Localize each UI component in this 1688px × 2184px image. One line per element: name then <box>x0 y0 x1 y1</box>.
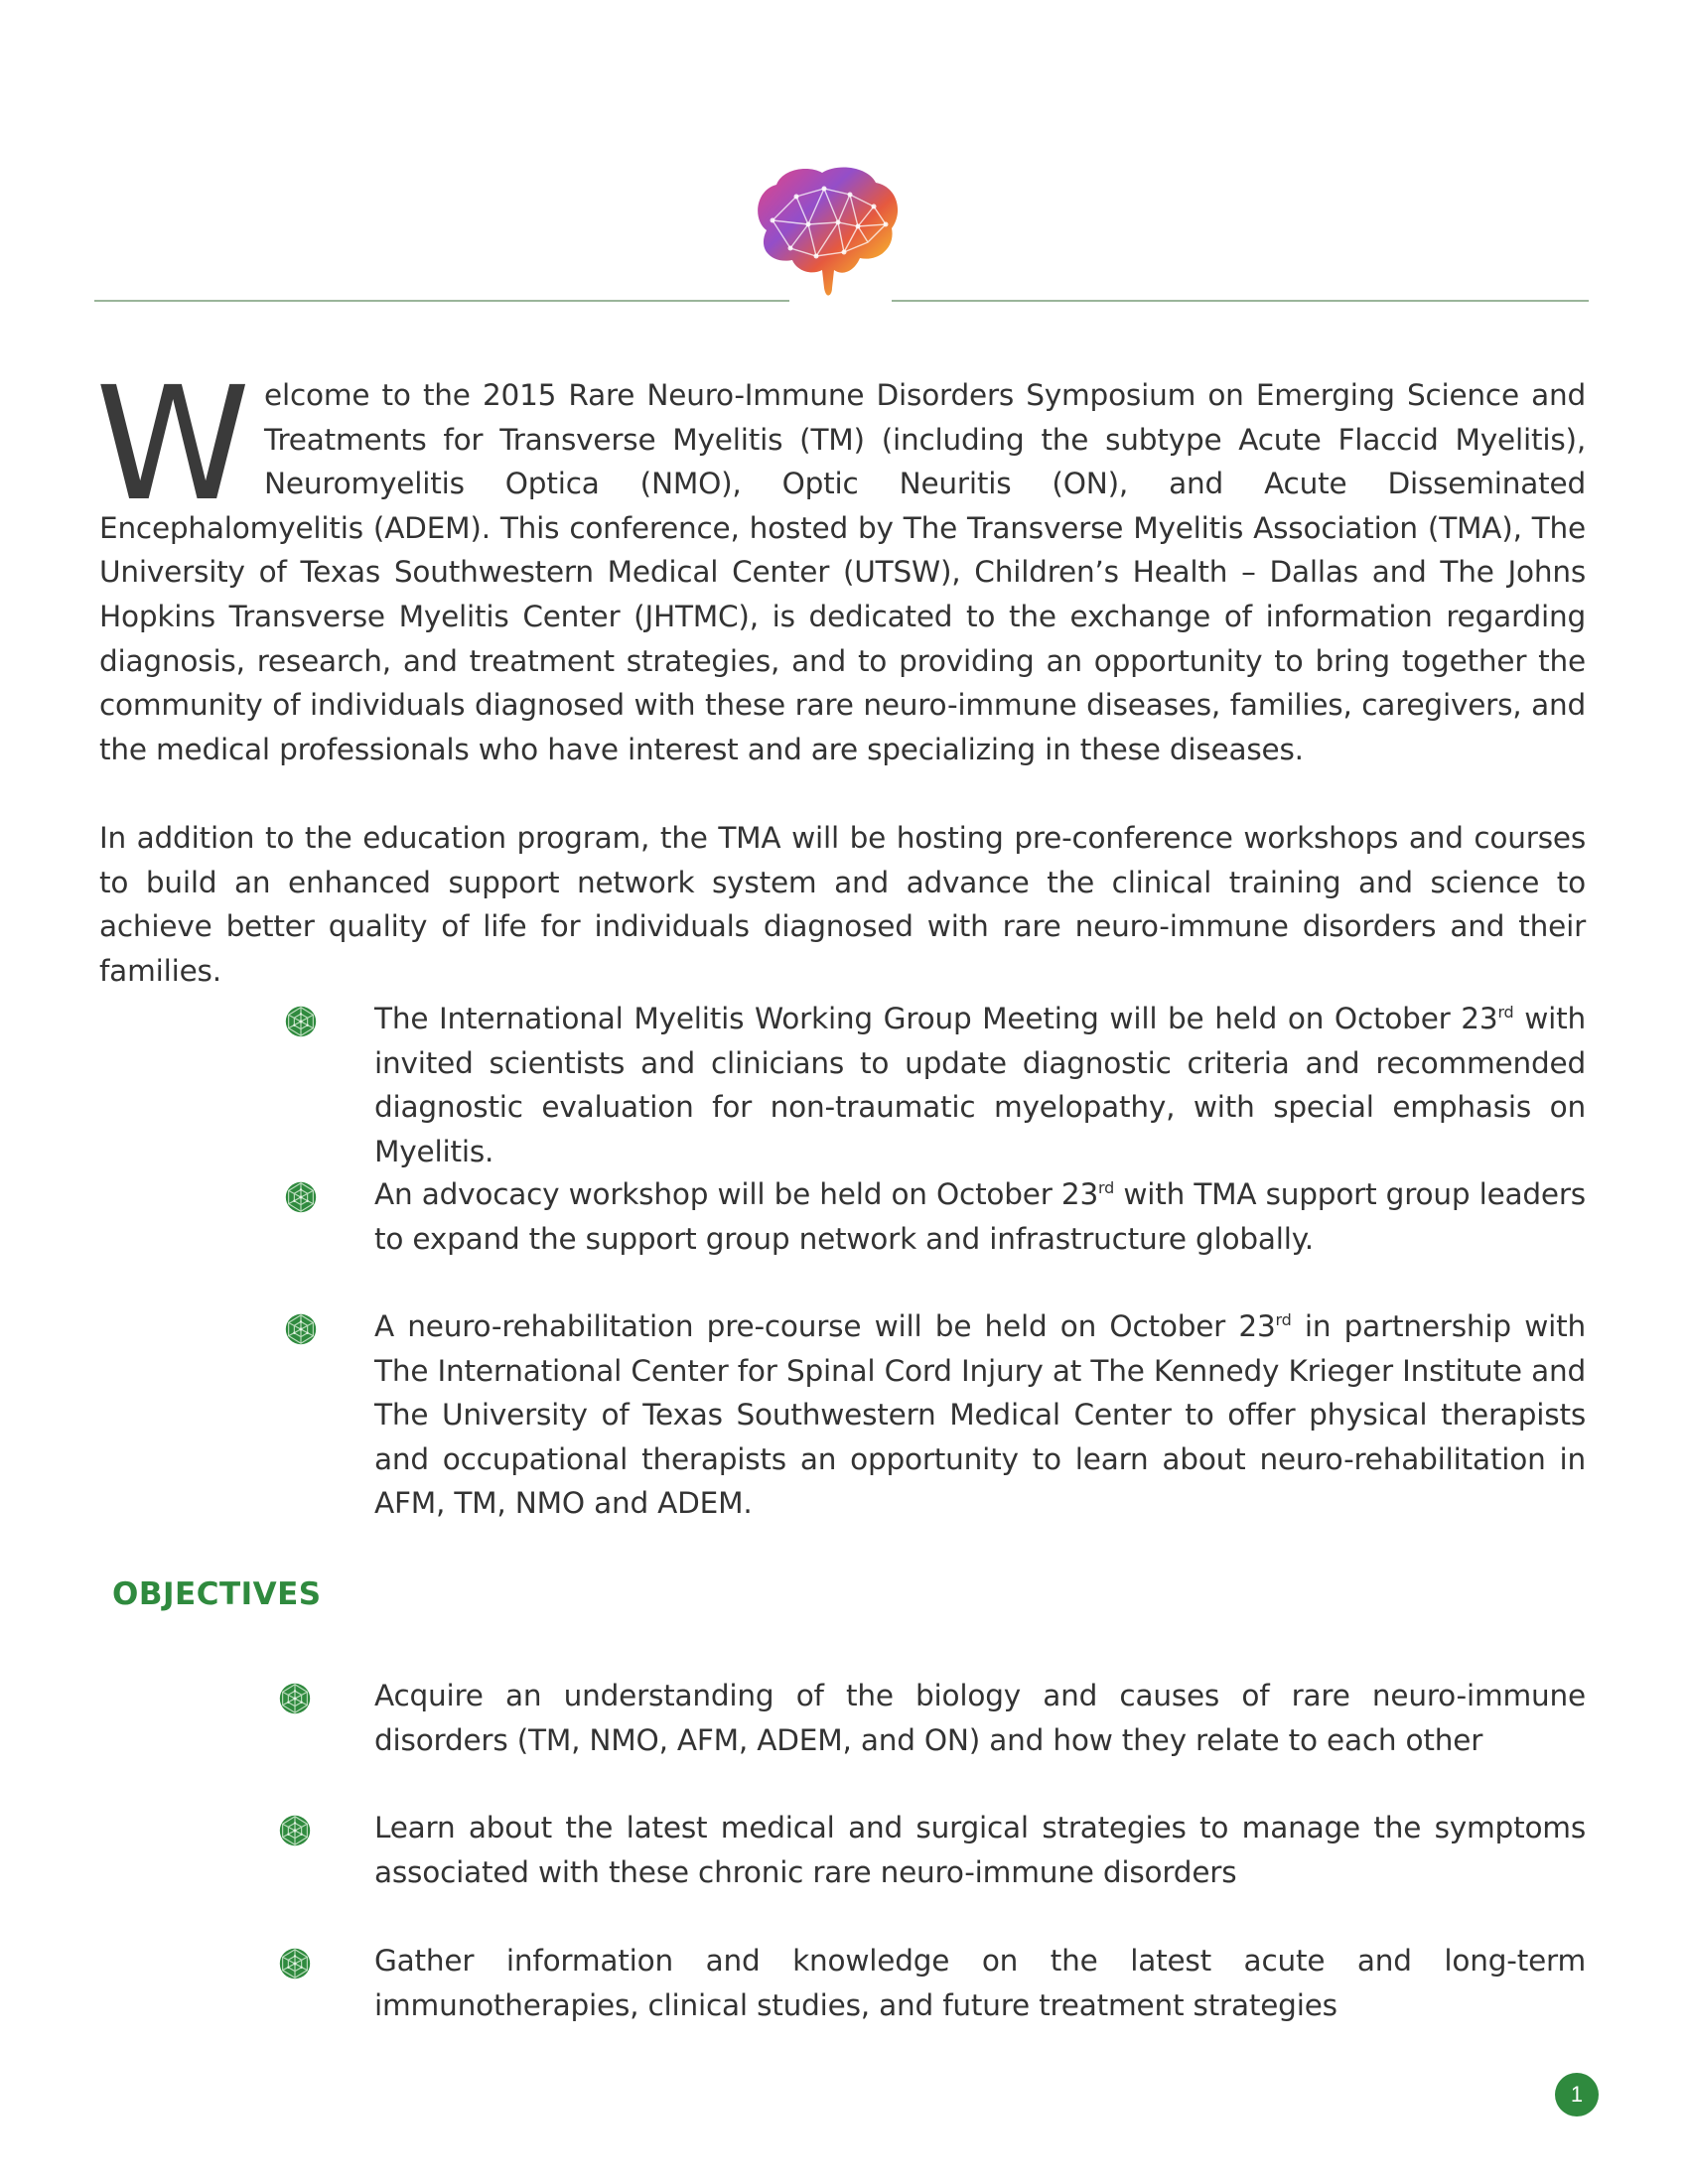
event-text: The International Myelitis Working Group Meeting will be held on October 23rd with invited scientists and clinicians to update diagnostic criteria and recommended diagnostic evaluation for non-traumatic myelopathy, with special emphasis on Myelitis. <box>374 1002 1586 1168</box>
program-paragraph: In addition to the education program, the TMA will be hosting pre-conference workshops and courses to build an enhanced support network system and advance the clinical training and science to achieve better quality of life for individuals diagnosed with rare neuro-immune disorders and their families. <box>99 821 1586 988</box>
intro-paragraph <box>95 353 1586 771</box>
intro-text: elcome to the 2015 Rare Neuro-Immune Disorders Symposium on Emerging Science and Treatments for Transverse Myelitis (TM) (including the subtype Acute Flaccid Myelitis), Neuromyelitis Optica (NMO), Optic Neuritis (ON), and Acute Disseminated Encephalomyelitis (ADEM). This conference, hosted by The Transverse Myelitis Association (TMA), The University of Texas Southwestern Medical Center (UTSW), Children’s Health – Dallas and The Johns Hopkins Transverse Myelitis Center (JHTMC), is dedicated to the exchange of information regarding diagnosis, research, and treatment strategies, and to providing an opportunity to bring together the community of individuals diagnosed with these rare neuro-immune diseases, families, caregivers, and the medical professionals who have interest and are specializing in these diseases. <box>99 378 1586 766</box>
event-text: A neuro-rehabilitation pre-course will be held on October 23rd in partnership with The International Center for Spinal Cord Injury at The Kennedy Krieger Institute and The University of Texas Southwestern Medical Center to offer physical therapists and occupational therapists an opportunity to learn about neuro-rehabilitation in AFM, TM, NMO and ADEM. <box>374 1309 1586 1521</box>
brain-network-icon <box>747 161 906 308</box>
drop-cap: W <box>95 353 251 536</box>
green-network-sphere-icon <box>276 1945 314 1982</box>
green-network-sphere-icon <box>282 1310 320 1348</box>
objective-text: Learn about the latest medical and surgical strategies to manage the symptoms associated with these chronic rare neuro-immune disorders <box>374 1811 1586 1889</box>
green-network-sphere-icon <box>282 1003 320 1040</box>
page-number-badge: 1 <box>1555 2073 1599 2116</box>
green-network-sphere-icon <box>282 1178 320 1216</box>
objective-text: Gather information and knowledge on the latest acute and long-term immunotherapies, clinical studies, and future treatment strategies <box>374 1944 1586 2022</box>
header-rule-left <box>94 300 789 302</box>
objective-text: Acquire an understanding of the biology and causes of rare neuro-immune disorders (TM, NMO, AFM, ADEM, and ON) and how they relate to each other <box>374 1679 1586 1757</box>
green-network-sphere-icon <box>276 1680 314 1717</box>
header-rule-right <box>892 300 1589 302</box>
event-text: An advocacy workshop will be held on October 23rd with TMA support group leaders to expand the support group network and infrastructure globally. <box>374 1177 1586 1256</box>
green-network-sphere-icon <box>276 1812 314 1849</box>
objectives-heading: OBJECTIVES <box>112 1576 322 1612</box>
